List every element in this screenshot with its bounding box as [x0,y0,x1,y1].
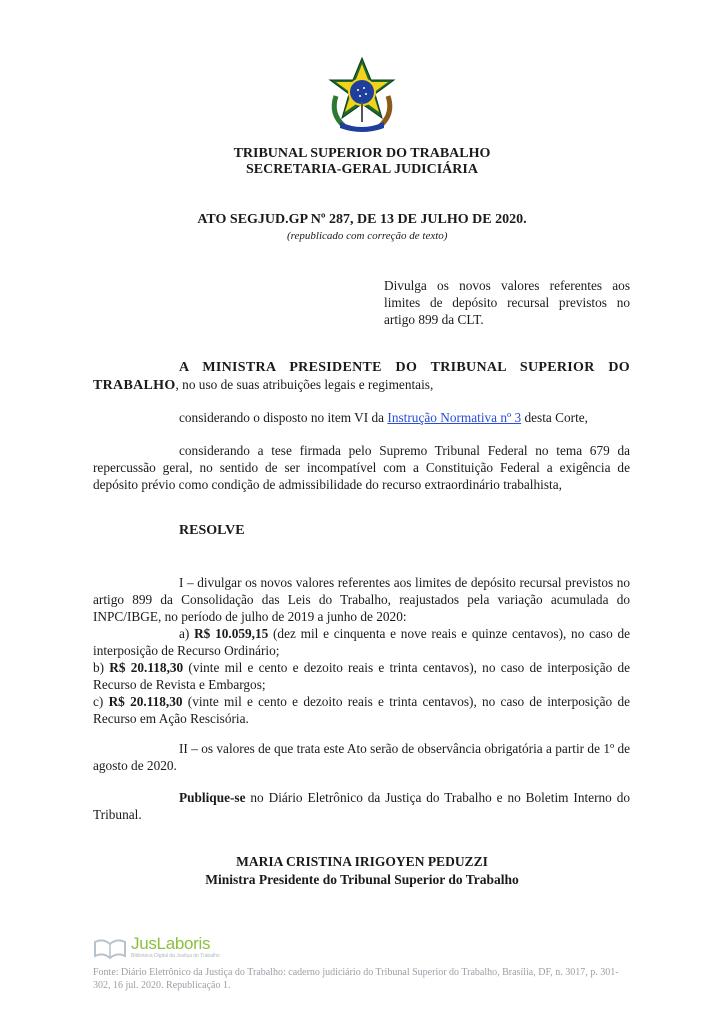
signatory-role: Ministra Presidente do Tribunal Superior do Trabalho [205,872,519,887]
item-prefix: a) [179,626,195,641]
considering-paragraph-2: considerando a tese firmada pelo Supremo Tribunal Federal no tema 679 da repercussão geral, no sentido de ser incompatível com a Constituição Federal a exigência de depósito prévio como condição de admissibilidade do recurso extraordinário trabalhista, [93,443,630,492]
signature-block [0,853,724,889]
act-subtitle: (republicado com correção de texto) [287,230,448,242]
resolve-heading: RESOLVE [179,523,245,538]
deposit-limits-list [93,625,630,727]
authority-title: A MINISTRA PRESIDENTE DO TRIBUNAL SUPERIOR DO TRABALHO [93,360,630,393]
act-summary: Divulga os novos valores referentes aos limites de depósito recursal previstos no artigo 899 da CLT. [384,278,630,327]
item-text: (dez mil e cinquenta e nove reais e quinze centavos), no caso de interposição de Recurso Ordinário; [93,626,631,658]
deposit-item-a [93,625,630,659]
header-secretaria: SECRETARIA-GERAL JUDICIÁRIA [246,162,478,177]
publication-order [93,789,630,823]
authority-rest: , no uso de suas atribuições legais e regimentais, [175,377,434,392]
item-text: (vinte mil e cento e dezoito reais e trinta centavos), no caso de interposição de Recurso de Revista e Embargos; [93,660,630,692]
jus-laboris-logo [93,934,233,962]
resolve-item-1: I – divulgar os novos valores referentes aos limites de depósito recursal previstos no artigo 899 da Consolidação das Leis do Trabalho, reajustados pela variação acumulada do INPC/IBGE, no período de julho de 2019 a junho de 2020: [93,575,630,624]
deposit-item-b [93,659,630,693]
consider1-before: considerando o disposto no item VI da [179,410,388,425]
consider1-after: desta Corte, [521,410,588,425]
deposit-item-c [93,693,630,727]
resolve-item-2: II – os valores de que trata este Ato serão de observância obrigatória a partir de 1º de agosto de 2020. [93,741,630,773]
item-prefix: b) [93,660,110,675]
coat-of-arms-emblem [326,56,398,132]
publish-rest: no Diário Eletrônico da Justiça do Trabalho e no Boletim Interno do Tribunal. [93,790,630,822]
signatory-name: MARIA CRISTINA IRIGOYEN PEDUZZI [236,854,488,869]
authority-paragraph [93,358,630,394]
item-prefix: c) [93,694,109,709]
instrucao-normativa-link[interactable]: Instrução Normativa nº 3 [387,410,522,425]
act-title: ATO SEGJUD.GP Nº 287, DE 13 DE JULHO DE 2020. [197,212,527,227]
logo-wordmark: JusLaboris [131,934,211,953]
item-amount: R$ 20.118,30 [109,660,184,675]
open-book-icon [93,936,127,960]
item-amount: R$ 20.118,30 [108,694,183,709]
item-amount: R$ 10.059,15 [194,626,269,641]
header-tribunal: TRIBUNAL SUPERIOR DO TRABALHO [233,146,491,161]
institution-header [0,146,724,178]
considering-paragraph-1 [93,409,630,426]
logo-tagline: Biblioteca Digital da Justiça do Trabalho [131,953,220,959]
publish-keyword: Publique-se [179,790,246,805]
source-citation: Fonte: Diário Eletrônico da Justiça do Trabalho: caderno judiciário do Tribunal Superior do Trabalho, Brasília, DF, n. 3017, p. 301-302, 16 jul. 2020. Republicação 1. [93,967,619,991]
item-text: (vinte mil e cento e dezoito reais e trinta centavos), no caso de interposição de Recurso em Ação Rescisória. [93,694,630,726]
